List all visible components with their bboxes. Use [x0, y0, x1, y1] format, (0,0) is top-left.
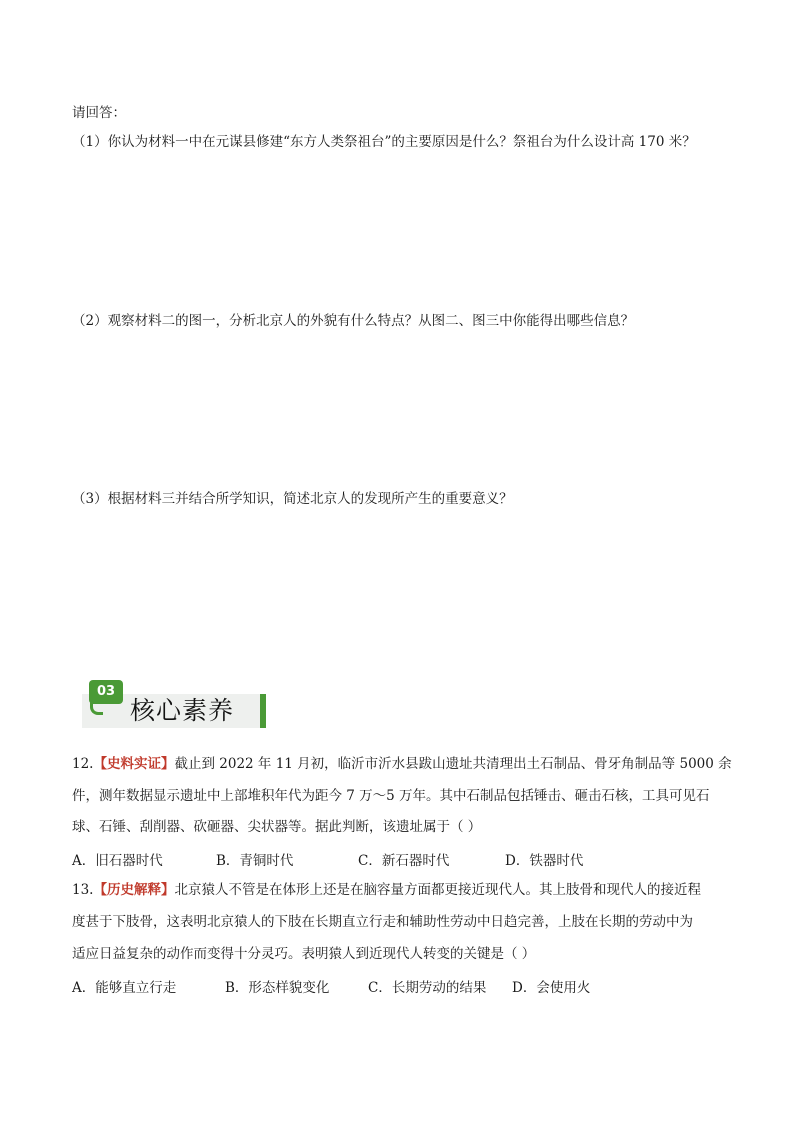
q13-text-1: 北京猿人不管是在体形上还是在脑容量方面都更接近现代人。其上肢骨和现代人的接近程 — [174, 882, 701, 898]
q12-option-d: D．铁器时代 — [505, 853, 584, 869]
q12-option-a: A．旧石器时代 — [72, 853, 163, 869]
q13-option-c: C．长期劳动的结果 — [368, 980, 487, 996]
question-2: （2）观察材料二的图一，分析北京人的外貌有什么特点？从图二、图三中你能得出哪些信息？ — [72, 313, 635, 329]
section-header — [82, 680, 268, 730]
q13-option-b: B．形态样貌变化 — [225, 980, 330, 996]
prompt-label: 请回答： — [72, 105, 126, 121]
section-accent-bar — [260, 694, 266, 728]
q12-option-b: B．青铜时代 — [216, 853, 294, 869]
q12-number: 12. — [72, 756, 94, 772]
q13-tag: 【历史解释】 — [93, 882, 175, 898]
q13-option-d: D．会使用火 — [512, 980, 591, 996]
q12-line-1 — [72, 754, 732, 774]
question-1: （1）你认为材料一中在元谋县修建“东方人类祭祖台”的主要原因是什么？祭祖台为什么设计高 170 米？ — [72, 134, 696, 150]
q13-option-a: A．能够直立行走 — [72, 980, 177, 996]
q13-line-1 — [72, 880, 701, 900]
q12-line-2: 件，测年数据显示遗址中上部堆积年代为距今 7 万～5 万年。其中石制品包括锤击、砸击石核，工具可见石 — [72, 788, 710, 804]
question-3: （3）根据材料三并结合所学知识，简述北京人的发现所产生的重要意义？ — [72, 491, 513, 507]
section-title: 核心素养 — [130, 696, 235, 725]
q13-line-2: 度甚于下肢骨，这表明北京猿人的下肢在长期直立行走和辅助性劳动中日趋完善，上肢在长期的劳动中为 — [72, 914, 693, 930]
q13-number: 13. — [72, 882, 94, 898]
section-number: 03 — [89, 680, 123, 704]
q12-text-1: 截止到 2022 年 11 月初，临沂市沂水县跋山遗址共清理出土石制品、骨牙角制品等 5000 余 — [174, 756, 732, 772]
q12-tag: 【史料实证】 — [93, 756, 175, 772]
q12-line-3: 球、石锤、刮削器、砍砸器、尖状器等。据此判断，该遗址属于（ ） — [72, 819, 482, 835]
q12-option-c: C．新石器时代 — [358, 853, 450, 869]
q13-line-3: 适应日益复杂的动作而变得十分灵巧。表明猿人到近现代人转变的关键是（ ） — [72, 946, 536, 962]
